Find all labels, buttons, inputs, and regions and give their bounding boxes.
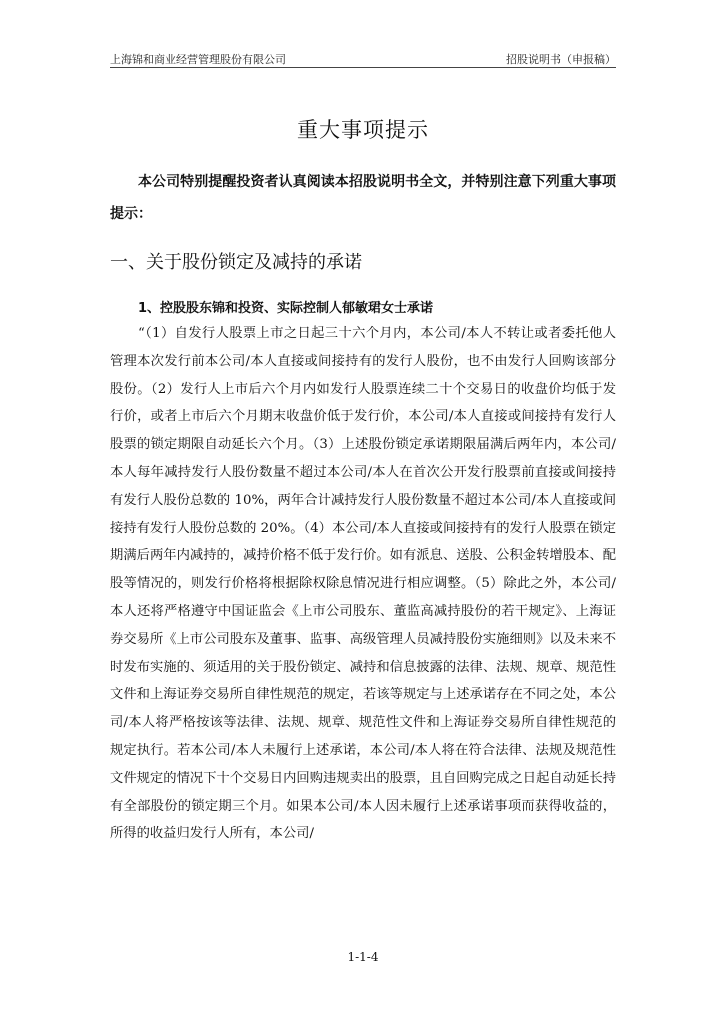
page-header xyxy=(110,49,616,67)
page-number: 1-1-4 xyxy=(347,950,379,964)
header-company-name: 上海锦和商业经营管理股份有限公司 xyxy=(110,53,286,66)
page-title: 重大事项提示 xyxy=(297,118,429,142)
header-document-type: 招股说明书（申报稿） xyxy=(506,53,616,66)
section-heading: 一、关于股份锁定及减持的承诺 xyxy=(110,252,362,273)
sub-heading: 1、控股股东锦和投资、实际控制人郁敏珺女士承诺 xyxy=(138,301,434,316)
header-divider xyxy=(110,67,616,68)
intro-paragraph: 本公司特别提醒投资者认真阅读本招股说明书全文，并特别注意下列重大事项提示： xyxy=(110,174,616,222)
body-paragraph: “（1）自发行人股票上市之日起三十六个月内，本公司/本人不转让或者委托他人管理本次发行前本公司/本人直接或间接持有的发行人股份，也不由发行人回购该部分股份。（2）发行人上市后六个月内如发行人股票连续二十个交易日的收盘价均低于发行价，或者上市后六个月期末收盘价低于发行价，本公司/本人直接或间接持有发行人股票的锁定期限自动延长六个月。（3）上述股份锁定承诺期限届满后两年内，本公司/本人每年减持发行人股份数量不超过本公司/本人在首次公开发行股票前直接或间接持有发行人股份总数的 10%，两年合计减持发行人股份数量不超过本公司/本人直接或间接持有发行人股份总数的 20%。（4）本公司/本人直接或间接持有的发行人股票在锁定期满后两年内减持的，减持价格不低于发行价。如有派息、送股、公积金转增股本、配股等情况的，则发行价格将根据除权除息情况进行相应调整。（5）除此之外，本公司/本人还将严格遵守中国证监会《上市公司股东、董监高减持股份的若干规定》、上海证券交易所《上市公司股东及董事、监事、高级管理人员减持股份实施细则》以及未来不时发布实施的、须适用的关于股份锁定、减持和信息披露的法律、法规、规章、规范性文件和上海证券交易所自律性规范的规定，若该等规定与上述承诺存在不同之处，本公司/本人将严格按该等法律、法规、规章、规范性文件和上海证券交易所自律性规范的规定执行。若本公司/本人未履行上述承诺，本公司/本人将在符合法律、法规及规范性文件规定的情况下十个交易日内回购违规卖出的股票，且自回购完成之日起自动延长持有全部股份的锁定期三个月。如果本公司/本人因未履行上述承诺事项而获得收益的，所得的收益归发行人所有，本公司/ xyxy=(110,326,616,842)
